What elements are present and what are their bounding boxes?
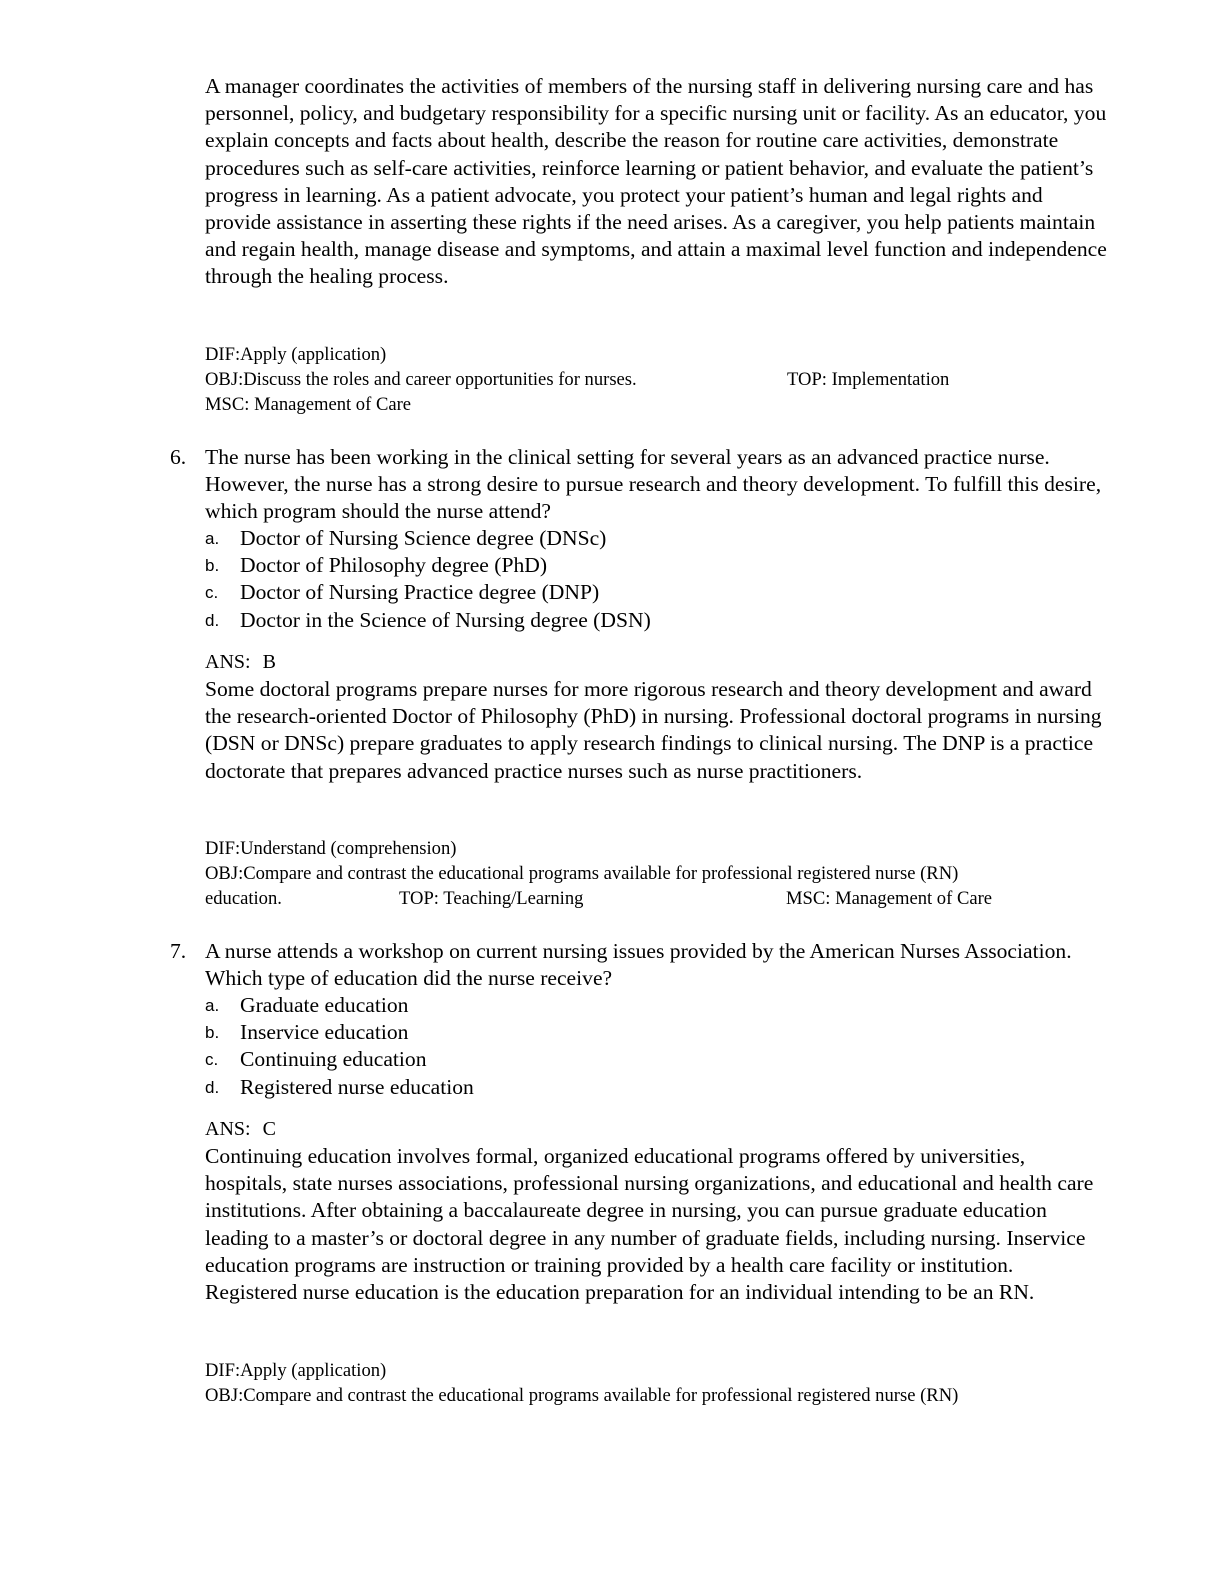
q5-msc: MSC: Management of Care [205,394,412,415]
option-letter: d. [205,610,220,630]
option-text: Doctor of Philosophy degree (PhD) [240,553,548,578]
option-text: Graduate education [240,993,409,1017]
q6-obj-continued: education. [205,888,282,909]
q5-dif: DIF:Apply (application) [205,344,387,365]
option-text: Registered nurse education [240,1074,474,1099]
option-text: Doctor of Nursing Practice degree (DNP) [240,580,600,605]
option-letter: b. [205,556,220,576]
option-text: Continuing education [240,1047,427,1072]
answer-label: ANS: [205,1118,251,1140]
q7-rationale: Continuing education involves formal, organized educational programs offered by universities, hospitals, state nurses associations, professional nursing organizations, and educational and health care institutions. After obtaining a baccalaureate degree in nursing, you can pursue graduate education leading to a master’s or doctoral degree in any number of graduate fields, including nursing. Inservice education programs are instruction or training provided by a health care facility or institution. Registered nurse education is the education preparation for an individual intending to be an RN. [205,1144,1094,1305]
q5-rationale: A manager coordinates the activities of members of the nursing staff in delivering nursing care and has personnel, policy, and budgetary responsibility for a specific nursing unit or facility. As an educator, you explain concepts and facts about health, describe the reason for routine care activities, demonstrate procedures such as self-care activities, reinforce learning or patient behavior, and evaluate the patient’s progress in learning. As a patient advocate, you protect your patient’s human and legal rights and provide assistance in asserting these rights if the need arises. As a caregiver, you help patients maintain and regain health, manage disease and symptoms, and attain a maximal level function and independence through the healing process. [205,74,1107,289]
q5-top: TOP: Implementation [787,369,950,390]
q6-rationale: Some doctoral programs prepare nurses for more rigorous research and theory development and award the research-oriented Doctor of Philosophy (PhD) in nursing. Professional doctoral programs in nursing (DSN or DNSc) prepare graduates to apply research findings to clinical nursing. The DNP is a practice doctorate that prepares advanced practice nurses such as nurse practitioners. [205,677,1102,783]
q6-metadata [205,836,1110,911]
question-text: The nurse has been working in the clinical setting for several years as an advanced practice nurse. However, the nurse has a strong desire to pursue research and theory development. To fulfill this desire, which program should the nurse attend? [205,445,1102,524]
option-text: Doctor of Nursing Science degree (DNSc) [240,526,607,550]
option-letter: a. [205,529,220,548]
answer-value: B [262,651,276,673]
option-letter: d. [205,1077,220,1097]
q5-obj: OBJ:Discuss the roles and career opportunities for nurses. [205,369,637,390]
option-letter: c. [205,1050,219,1070]
option-letter: b. [205,1023,220,1043]
option-text: Inservice education [240,1020,409,1045]
question-text: A nurse attends a workshop on current nursing issues provided by the American Nurses Association. Which type of education did the nurse receive? [205,939,1072,991]
q6-obj: OBJ:Compare and contrast the educational programs available for professional registered nurse (RN) [205,863,959,884]
q7-obj: OBJ:Compare and contrast the educational programs available for professional registered nurse (RN) [205,1385,959,1406]
q7-answer [205,1116,276,1143]
q7-dif: DIF:Apply (application) [205,1360,387,1381]
question-number: 7. [170,939,187,963]
option-text: Doctor in the Science of Nursing degree (DSN) [240,607,651,632]
q5-metadata [205,342,1110,417]
answer-value: C [262,1118,276,1140]
q6-msc: MSC: Management of Care [786,888,993,909]
question-number: 6. [170,445,187,469]
q6-top: TOP: Teaching/Learning [399,888,584,909]
q6-answer [205,649,276,676]
answer-label: ANS: [205,651,251,673]
option-letter: a. [205,996,220,1015]
option-letter: c. [205,583,219,603]
q7-metadata [205,1358,1110,1408]
q6-dif: DIF:Understand (comprehension) [205,838,457,859]
